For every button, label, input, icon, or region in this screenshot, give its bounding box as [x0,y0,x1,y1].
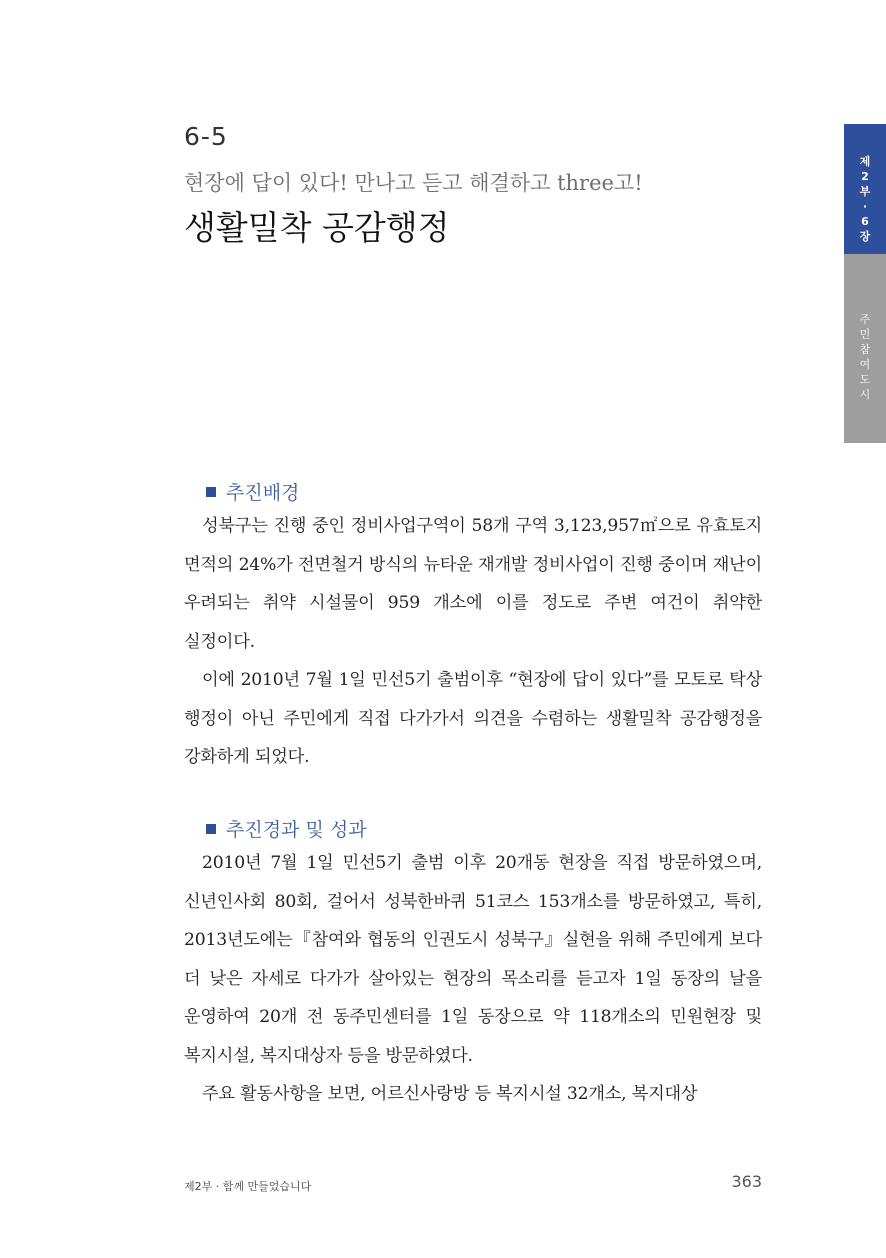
section-heading-text: 추진배경 [226,482,300,504]
side-tab-chapter-char: 장 [859,230,871,243]
paragraph: 이에 2010년 7월 1일 민선5기 출범이후 “현장에 답이 있다”를 모토로 탁상 행정이 아닌 주민에게 직접 다가가서 의견을 수렴하는 생활밀착 공감행정을 강화하게 되었다. [184,670,762,767]
side-tab-chapter-char: · [862,200,868,213]
paragraph: 성북구는 진행 중인 정비사업구역이 58개 구역 3,123,957㎡으로 유효토지 면적의 24%가 전면철거 방식의 뉴타운 재개발 정비사업이 진행 중이며 재난이 우려되는 취약 시설물이 959 개소에 이를 정도로 주변 여건이 취약한 실정이다. [184,516,762,652]
page-subtitle: 현장에 답이 있다! 만나고 듣고 해결하고 three고! [184,171,643,195]
page-number: 363 [731,1172,762,1191]
page-title: 생활밀착 공감행정 [184,208,450,247]
side-tab-chapter-char: 제 [859,155,871,168]
side-tab-topic-char: 주 [859,313,871,326]
side-tab-chapter[interactable] [844,124,886,254]
square-bullet-icon [206,487,216,497]
side-tab-chapter-char: 6 [861,215,869,228]
section-heading-progress [206,815,367,842]
side-tab-topic-char: 여 [859,358,871,371]
section-heading-background [206,478,299,505]
side-tab-topic-char: 시 [859,388,871,401]
section-heading-text: 추진경과 및 성과 [226,819,367,841]
paragraph: 주요 활동사항을 보면, 어르신사랑방 등 복지시설 32개소, 복지대상 [202,1084,698,1104]
footer-section-label: 제2부 · 함께 만들었습니다 [184,1180,312,1193]
side-tab-topic[interactable] [844,254,886,443]
paragraph: 2010년 7월 1일 민선5기 출범 이후 20개동 현장을 직접 방문하였으며, 신년인사회 80회, 걸어서 성북한바퀴 51코스 153개소를 방문하였고, 특히, 2013년도에는『참여와 협동의 인권도시 성북구』실현을 위해 주민에게 보다 더 낮은 자세로 다가가 살아있는 현장의 목소리를 듣고자 1일 동장의 날을 운영하여 20개 전 동주민센터를 1일 동장으로 약 118개소의 민원현장 및 복지시설, 복지대상자 등을 방문하였다. [184,853,762,1066]
section-number: 6-5 [184,122,228,151]
side-tab-topic-char: 도 [859,373,871,386]
side-tab-topic-char: 민 [859,328,871,341]
square-bullet-icon [206,824,216,834]
side-tab-topic-char: 참 [859,343,871,356]
side-tab-chapter-char: 부 [859,185,871,198]
side-tab-chapter-char: 2 [861,170,869,183]
